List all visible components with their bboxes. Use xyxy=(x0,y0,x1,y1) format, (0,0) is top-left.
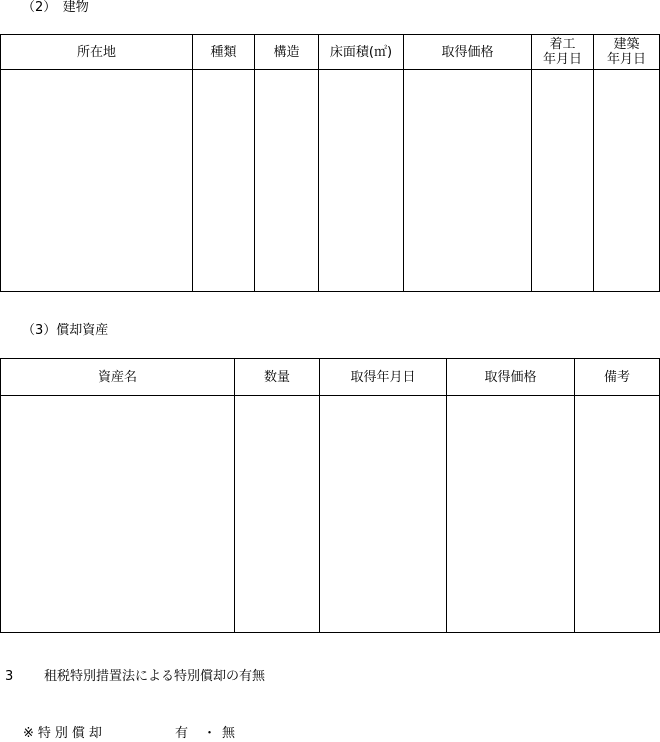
cell-quantity[interactable] xyxy=(235,396,320,633)
buildings-entry-row xyxy=(1,70,660,292)
col-structure: 構造 xyxy=(255,35,319,70)
col-acquisition-price: 取得価格 xyxy=(447,359,575,396)
col-quantity: 数量 xyxy=(235,359,320,396)
col-construction-start-date xyxy=(532,35,594,70)
col-asset-name: 資産名 xyxy=(1,359,235,396)
cell-structure[interactable] xyxy=(255,70,319,292)
col-completion-date xyxy=(594,35,660,70)
buildings-table xyxy=(0,34,660,292)
col-construction-start-line2: 年月日 xyxy=(542,52,582,67)
col-floor-area: 床面積(㎡) xyxy=(319,35,404,70)
cell-remarks[interactable] xyxy=(575,396,660,633)
depreciable-assets-table xyxy=(0,358,660,633)
col-type: 種類 xyxy=(193,35,255,70)
option-no[interactable]: 無 xyxy=(222,726,236,741)
depreciable-heading: （3）償却資産 xyxy=(22,323,109,338)
cell-asset-name[interactable] xyxy=(1,396,235,633)
buildings-heading: （2） 建物 xyxy=(22,0,89,15)
special-depreciation-title: 租税特別措置法による特別償却の有無 xyxy=(44,669,266,684)
cell-acquisition-price[interactable] xyxy=(447,396,575,633)
special-depreciation-number: 3 xyxy=(5,669,14,684)
col-completion-line2: 年月日 xyxy=(606,52,646,67)
col-completion-line1: 建築 xyxy=(613,37,640,52)
cell-acquisition-date[interactable] xyxy=(320,396,447,633)
col-location: 所在地 xyxy=(1,35,193,70)
buildings-header-row xyxy=(1,35,660,70)
cell-acquisition-price[interactable] xyxy=(404,70,532,292)
option-separator: ・ xyxy=(203,726,217,741)
col-acquisition-price: 取得価格 xyxy=(404,35,532,70)
col-construction-start-line1: 着工 xyxy=(549,37,576,52)
special-depreciation-label: ※特別償却 xyxy=(23,726,106,741)
cell-location[interactable] xyxy=(1,70,193,292)
col-remarks: 備考 xyxy=(575,359,660,396)
cell-type[interactable] xyxy=(193,70,255,292)
col-acquisition-date: 取得年月日 xyxy=(320,359,447,396)
option-yes[interactable]: 有 xyxy=(175,726,189,741)
depreciable-entry-row xyxy=(1,396,660,633)
depreciable-header-row xyxy=(1,359,660,396)
cell-completion-date[interactable] xyxy=(594,70,660,292)
cell-floor-area[interactable] xyxy=(319,70,404,292)
cell-construction-start-date[interactable] xyxy=(532,70,594,292)
